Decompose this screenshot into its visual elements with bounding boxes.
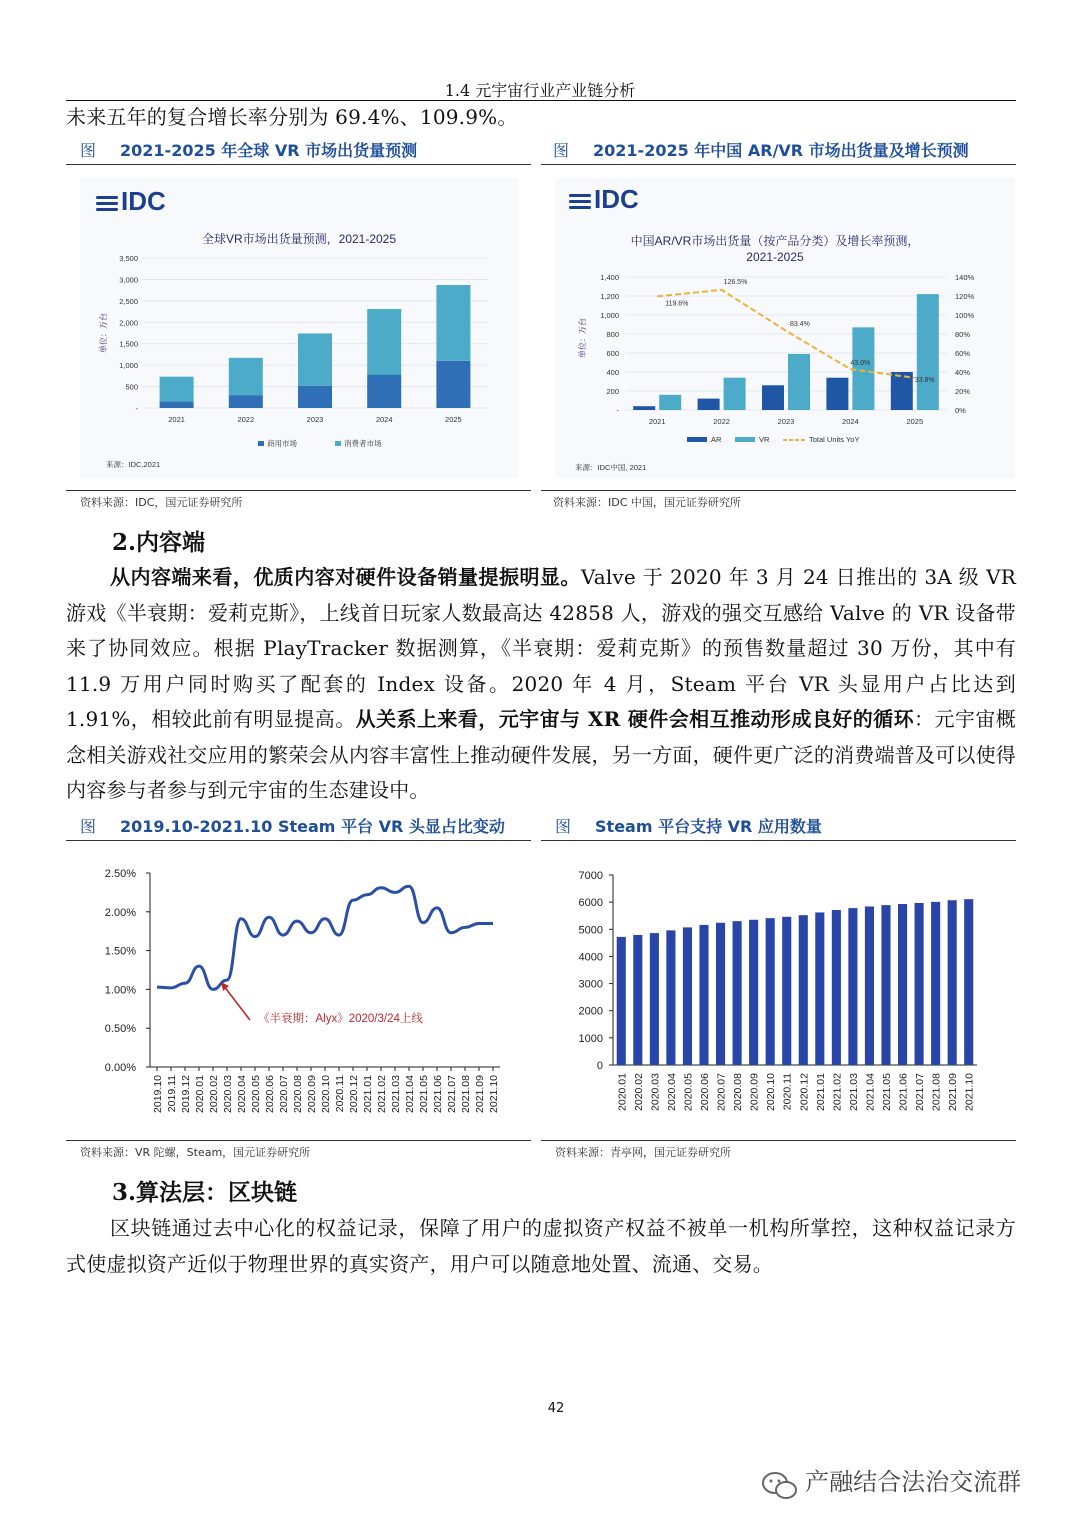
fig2-bar-ar [762,385,784,410]
fig2-ytick-right: 40% [955,368,971,377]
fig2-ytick-left: 800 [606,330,619,339]
fig1-ytick: 1,500 [119,339,138,349]
fig4-bar [881,905,890,1065]
watermark-text: 产融结合法治交流群 [805,1468,1022,1496]
fig2-ylabel: 单位：万台 [578,318,587,358]
fig1-bar-consumer [367,309,401,375]
fig2-yoy-label: 43.0% [850,360,871,368]
fig1-bar-commercial [367,375,401,408]
fig2-ytick-left: 200 [606,387,619,396]
fig4-ytick: 7000 [578,870,603,882]
fig4-bar [716,923,725,1065]
fig2-xtick: 2025 [906,417,924,426]
fig4-bar [799,915,808,1065]
fig2-source-rule [541,490,1016,491]
fig1-source-rule [66,490,531,491]
fig3-xtick: 2019.10 [152,1075,164,1113]
fig4-ytick: 6000 [578,897,603,910]
fig3-xtick: 2020.04 [236,1075,248,1113]
fig3-ytick: 0.50% [104,1023,136,1036]
fig4-ytick: 1000 [578,1032,603,1045]
fig2-chart-title2: 2021-2025 [746,250,804,264]
fig2-yoy-label: 83.4% [790,320,810,328]
fig4-ytick: 5000 [578,924,603,937]
fig2-chart-svg [555,178,1015,478]
fig3-xtick: 2021.08 [460,1075,472,1113]
fig4-bar [815,912,824,1065]
fig4-bar [650,933,659,1065]
fig4-xtick: 2020.01 [616,1073,629,1111]
page-number: 42 [547,1401,565,1416]
fig3-annotation-arrowhead [221,982,229,991]
fig4-bar [964,899,973,1065]
fig3-annotation: 《半衰期：Alyx》2020/3/24上线 [258,1013,423,1025]
fig4-chart-svg [555,850,1015,1130]
fig2-ytick-right: 100% [955,311,975,320]
fig1-ylabel: 单位：万台 [99,313,108,353]
section-3-title: 3.算法层：区块链 [112,1179,298,1206]
fig2-caption-rule [541,164,1016,165]
fig1-bar-commercial [436,361,470,408]
para2-text1: Valve 于 2020 年 3 月 24 日推出的 3A 级 VR 游戏《半衰期：爱莉克斯》，上线首日玩家人数最高达 42858 人，游戏的强交互感给 Valve 的 VR 设备带来了协同效应。根据 PlayTracker 数据测算，《半衰期：爱莉克斯》的预售数量超过 30 万份，其中有 11.9 万用户同时购买了配套的 Index 设备。2020 年 4 月，Steam 平台 VR 头显用户占比达到 1.91%，相较此前有明显提高。 [66,565,1016,731]
fig4-caption-text: Steam 平台支持 VR 应用数量 [595,817,822,836]
fig1-xtick: 2023 [306,415,324,424]
paragraph-2 [66,560,1016,809]
fig4-xtick: 2020.06 [699,1073,711,1111]
fig3-ytick: 0.00% [104,1062,136,1074]
fig2-chart-title: 中国AR/VR市场出货量（按产品分类）及增长率预测， [630,234,920,248]
legend-ar-swatch [687,437,707,442]
fig4-bar [699,925,708,1065]
fig1-ytick: 500 [125,382,138,392]
fig3-source: 资料来源：VR 陀螺，Steam，国元证券研究所 [80,1146,311,1159]
fig2-ytick-left: 400 [606,368,619,377]
fig4-source-rule [541,1140,1016,1141]
fig4-ytick: 3000 [578,978,603,991]
legend-yoy: Total Units YoY [809,435,860,444]
fig3-xtick: 2020.09 [306,1075,318,1113]
legend-vr-swatch [735,437,755,442]
fig2-bar-vr [852,327,874,410]
wechat-icon [760,1469,800,1503]
fig3-xtick: 2019.11 [166,1075,178,1113]
fig2-xtick: 2024 [842,417,859,426]
fig4-bar [766,918,775,1065]
fig2-xtick: 2022 [713,417,730,426]
fig4-xtick: 2021.03 [847,1073,860,1111]
paragraph-3: 区块链通过去中心化的权益记录，保障了用户的虚拟资产权益不被单一机构所掌控，这种权益记录方式使虚拟资产近似于物理世界的真实资产，用户可以随意地处置、流通、交易。 [66,1216,1016,1276]
fig4-xtick: 2021.07 [914,1073,927,1111]
fig2-ytick-left: 1,200 [600,292,619,301]
fig4-label: 图 [555,817,572,836]
fig2-ytick-left: 1,000 [600,311,619,320]
fig2-xtick: 2021 [648,417,666,426]
fig2-xtick: 2023 [777,417,795,426]
fig3-annotation-arrow [223,985,250,1020]
fig1-xtick: 2022 [237,415,255,424]
fig2-caption-text: 2021-2025 年中国 AR/VR 市场出货量及增长预测 [593,141,969,160]
page-header: 1.4 元宇宙行业产业链分析 [444,81,636,100]
fig3-caption [80,814,505,837]
fig4-xtick: 2021.02 [831,1073,844,1111]
fig4-source: 资料来源：青亭网，国元证券研究所 [555,1146,731,1159]
fig4-xtick: 2020.02 [632,1073,645,1111]
watermark [760,1462,1021,1503]
fig1-source: 资料来源：IDC，国元证券研究所 [80,496,243,509]
fig2-ytick-right: 20% [955,387,971,396]
fig3-caption-rule [66,840,531,841]
fig4-xtick: 2021.04 [864,1073,877,1111]
fig1-ytick: 2,000 [119,318,138,328]
fig1-xtick: 2025 [445,415,462,424]
fig2-ytick-right: 120% [955,292,975,301]
fig4-xtick: 2020.04 [665,1073,678,1111]
fig3-ytick: 1.50% [104,945,136,958]
legend-consumer: 消费者市场 [344,439,382,448]
fig1-xtick: 2021 [168,415,185,424]
fig3-xtick: 2020.07 [278,1075,290,1113]
fig4-bar [633,935,642,1065]
fig4-xtick: 2021.08 [930,1073,943,1111]
fig4-xtick: 2021.01 [814,1073,827,1111]
fig3-xtick: 2020.02 [208,1075,220,1113]
fig4-bar [931,902,940,1065]
fig4-caption-rule [541,840,1016,841]
fig2-yoy-label: 126.5% [723,278,748,286]
fig3-xtick: 2020.12 [348,1075,360,1113]
fig4-bar [733,921,742,1065]
legend-vr: VR [759,435,770,444]
fig2-caption [553,138,969,161]
fig4-bar [832,910,841,1065]
fig1-chart-svg [80,178,518,478]
fig2-ytick-left: 600 [606,349,619,358]
fig1-bar-commercial [229,395,263,408]
idc-logo-text: IDC [121,186,166,216]
fig1-ytick: 1,000 [119,361,138,371]
fig3-caption-text: 2019.10-2021.10 Steam 平台 VR 头显占比变动 [120,817,505,836]
fig4-xtick: 2020.07 [715,1073,728,1111]
fig4-bar [948,900,957,1065]
fig1-bar-consumer [160,377,194,402]
fig3-xtick: 2021.10 [488,1075,500,1113]
fig3-xtick: 2020.11 [334,1075,346,1113]
fig2-bar-vr [724,378,746,410]
fig1-ytick: 3,500 [119,254,138,263]
fig1-bar-commercial [160,402,194,408]
fig4-bar [848,908,857,1065]
fig1-ytick: 3,000 [119,275,138,285]
fig3-xtick: 2021.02 [376,1075,388,1113]
legend-ar: AR [711,435,722,444]
fig2-ytick-left: 1,400 [600,273,619,282]
fig3-xtick: 2020.08 [292,1075,304,1113]
fig3-share-line [157,886,493,989]
fig4-xtick: 2021.09 [947,1073,960,1111]
fig3-xtick: 2020.10 [320,1075,332,1113]
fig4-bar [915,903,924,1065]
fig4-xtick: 2021.06 [897,1073,910,1111]
fig4-ytick: 4000 [578,951,603,964]
fig4-bar [865,906,874,1065]
fig1-bar-consumer [298,333,332,385]
fig4-bar [782,917,791,1065]
fig4-xtick: 2020.05 [682,1073,695,1111]
fig4-xtick: 2020.12 [798,1073,811,1111]
fig3-xtick: 2021.07 [446,1075,458,1113]
fig4-xtick: 2020.08 [732,1073,745,1111]
fig1-bar-consumer [436,285,470,361]
fig4-bar [683,927,692,1065]
fig3-xtick: 2019.12 [180,1075,192,1113]
fig2-chart-panel [555,178,1015,478]
para2-lead: 从内容端来看，优质内容对硬件设备销量提振明显。 [110,565,581,589]
fig2-note: 来源：IDC中国, 2021 [575,463,647,472]
fig2-bar-ar [633,406,655,410]
fig3-xtick: 2021.06 [432,1075,444,1113]
fig4-xtick: 2020.10 [765,1073,778,1111]
fig2-ytick-right: 60% [955,349,971,358]
fig2-ytick-right: 140% [955,273,975,282]
fig3-xtick: 2021.09 [474,1075,486,1113]
fig4-xtick: 2020.03 [649,1073,662,1111]
fig1-ytick: - [135,404,138,413]
fig4-ytick: 2000 [578,1005,603,1018]
fig2-bar-ar [698,399,720,410]
fig3-ytick: 2.00% [104,906,136,919]
para2-text2: ：元宇宙概念相关游戏社交应用的繁荣会从内容丰富性上推动硬件发展，另一方面，硬件更广泛的消费端普及可以使得内容参与者参与到元宇宙的生态建设中。 [66,707,1016,802]
fig3-ytick: 2.50% [104,868,136,880]
fig2-ytick-right: 0% [955,406,966,415]
fig1-chart-title: 全球VR市场出货量预测，2021-2025 [201,232,397,246]
fig4-xtick: 2021.05 [881,1073,893,1111]
fig4-bar [666,930,675,1065]
fig1-ytick: 2,500 [119,296,138,306]
legend-commercial: 商用市场 [267,439,297,448]
fig3-xtick: 2020.01 [194,1075,206,1113]
fig4-bar [749,920,758,1065]
fig4-xtick: 2021.10 [963,1073,976,1111]
fig2-bar-vr [788,354,810,410]
fig1-bar-consumer [229,358,263,395]
fig1-caption-rule [66,164,531,165]
fig4-xtick: 2020.11 [781,1073,794,1111]
intro-line: 未来五年的复合增长率分别为 69.4%、109.9%。 [66,105,518,129]
fig1-note: 来源：IDC,2021 [106,460,161,469]
fig3-chart-svg [80,850,530,1130]
fig2-ytick-left: - [616,406,619,415]
legend-commercial-swatch [258,441,264,446]
fig2-yoy-label: 119.6% [665,300,689,308]
fig1-caption [80,138,417,161]
fig1-label: 图 [80,141,97,160]
fig2-ytick-right: 80% [955,330,971,339]
para2-lead2: 从关系上来看，元宇宙与 XR 硬件会相互推动形成良好的循环 [355,707,915,731]
fig4-xtick: 2020.09 [748,1073,761,1111]
fig4-caption [555,814,822,837]
fig3-xtick: 2021.05 [418,1075,430,1113]
fig3-xtick: 2020.05 [250,1075,262,1113]
fig4-bar [617,937,626,1065]
fig2-bar-vr [659,395,681,410]
section-2-title: 2.内容端 [112,529,206,556]
fig3-xtick: 2021.04 [404,1075,416,1113]
fig2-bar-vr [914,294,939,410]
fig3-label: 图 [80,817,97,836]
fig2-source: 资料来源：IDC 中国，国元证券研究所 [553,496,741,509]
fig3-xtick: 2020.03 [222,1075,234,1113]
fig2-yoy-label: 33.8% [914,376,935,384]
fig3-xtick: 2021.01 [362,1075,374,1113]
fig1-chart-panel [80,178,518,478]
fig3-xtick: 2020.06 [264,1075,276,1113]
idc-logo-text-2: IDC [594,184,639,214]
fig3-ytick: 1.00% [104,984,136,997]
fig2-bar-ar [826,378,848,410]
fig4-ytick: 0 [596,1060,603,1072]
fig4-bar [898,904,907,1065]
fig1-bar-commercial [298,386,332,408]
fig3-xtick: 2021.03 [390,1075,402,1113]
fig3-source-rule [66,1140,531,1141]
fig1-xtick: 2024 [375,415,393,424]
legend-consumer-swatch [335,441,341,446]
fig2-label: 图 [553,141,570,160]
fig1-caption-text: 2021-2025 年全球 VR 市场出货量预测 [120,141,418,160]
